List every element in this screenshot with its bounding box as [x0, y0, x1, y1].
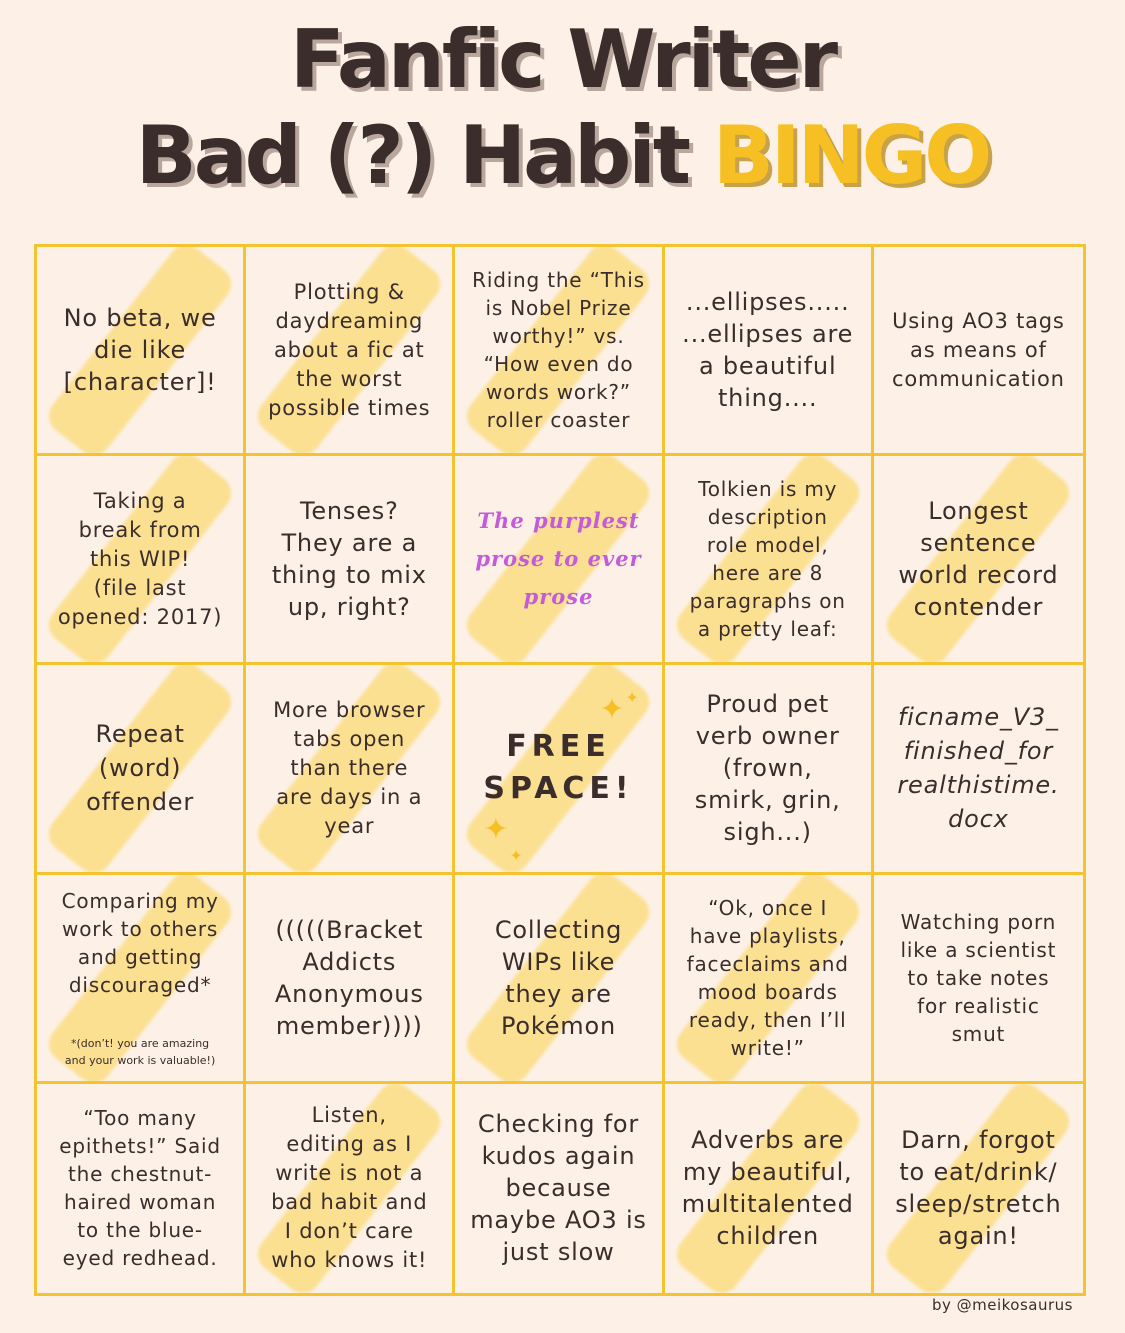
- title-line-2: [0, 108, 1125, 204]
- sparkle-icon: ✦: [625, 688, 639, 708]
- bingo-cell-text: Tenses? They are a thing to mix up, right?: [271, 497, 427, 622]
- title-bingo-word: BINGO: [712, 109, 990, 202]
- bingo-cell-text: Darn, forgot to eat/drink/ sleep/stretch again!: [895, 1126, 1062, 1251]
- bingo-cell[interactable]: [246, 1084, 455, 1293]
- bingo-cell-text: Adverbs are my beautiful, multitalented children: [681, 1126, 854, 1251]
- bingo-cell-text: (((((Bracket Addicts Anonymous member)))): [274, 915, 424, 1040]
- bingo-cell[interactable]: [665, 247, 874, 456]
- bingo-cell[interactable]: [874, 875, 1083, 1084]
- bingo-cell[interactable]: [37, 456, 246, 665]
- bingo-cell-text: Tolkien is my description role model, here are 8 paragraphs on a pretty leaf:: [689, 477, 846, 642]
- credit: by @meikosaurus: [931, 1296, 1073, 1314]
- bingo-cell-text: “Too many epithets!” Said the chestnut- haired woman to the blue- eyed redhead.: [59, 1106, 221, 1271]
- free-space-cell[interactable]: [455, 665, 664, 874]
- sparkle-icon: ✦: [509, 846, 523, 866]
- bingo-cell[interactable]: [874, 247, 1083, 456]
- bingo-cell-text: Plotting & daydreaming about a fic at the worst possible times: [268, 279, 431, 420]
- bingo-cell-text: Using AO3 tags as means of communication: [891, 308, 1065, 391]
- free-space-label: FREE SPACE!: [483, 729, 634, 807]
- bingo-cell[interactable]: [665, 665, 874, 874]
- bingo-cell[interactable]: [455, 1084, 664, 1293]
- bingo-cell[interactable]: [37, 247, 246, 456]
- bingo-cell[interactable]: [665, 875, 874, 1084]
- bingo-cell-text: Repeat (word) offender: [86, 720, 194, 817]
- sparkle-icon: ✦: [599, 692, 625, 728]
- bingo-cell[interactable]: [874, 456, 1083, 665]
- title-line-1: Fanfic Writer: [289, 13, 836, 106]
- bingo-cell-text: No beta, we die like [character]!: [63, 304, 217, 397]
- bingo-cell-text: Watching porn like a scientist to take notes for realistic smut: [900, 909, 1057, 1046]
- sparkle-icon: ✦: [483, 812, 509, 848]
- bingo-cell[interactable]: [246, 247, 455, 456]
- bingo-cell[interactable]: [246, 456, 455, 665]
- bingo-cell-text: Riding the “This is Nobel Prize worthy!” vs. “How even do words work?” roller coaster: [472, 268, 645, 433]
- bingo-cell-text: Collecting WIPs like they are Pokémon: [494, 915, 623, 1040]
- bingo-cell[interactable]: [455, 456, 664, 665]
- bingo-cell-text: The purplest prose to ever prose: [475, 508, 642, 610]
- bingo-cell-text: More browser tabs open than there are days in a year: [273, 697, 426, 838]
- bingo-cell[interactable]: [665, 456, 874, 665]
- bingo-cell[interactable]: [37, 875, 246, 1084]
- bingo-board: [34, 244, 1086, 1296]
- bingo-cell-text: Longest sentence world record contender: [898, 497, 1059, 622]
- bingo-cell-text: Listen, editing as I write is not a bad habit and I don’t care who knows it!: [271, 1103, 428, 1273]
- bingo-cell[interactable]: [37, 665, 246, 874]
- footnote: *(don’t! you are amazing and your work is valuable!): [64, 1036, 216, 1067]
- bingo-cell[interactable]: [665, 1084, 874, 1293]
- bingo-cell[interactable]: [37, 1084, 246, 1293]
- bingo-cell-text: ficname_V3_ finished_for realthistime. docx: [897, 703, 1060, 834]
- bingo-cell-text: Comparing my work to others and getting discouraged*: [61, 888, 219, 997]
- bingo-cell[interactable]: [874, 1084, 1083, 1293]
- bingo-cell-text: Taking a break from this WIP! (file last opened: 2017): [57, 488, 223, 629]
- bingo-cell-text: Checking for kudos again because maybe AO3 is just slow: [470, 1110, 647, 1267]
- bingo-cell[interactable]: [455, 875, 664, 1084]
- bingo-cell-text: “Ok, once I have playlists, faceclaims and mood boards ready, then I’ll write!”: [686, 895, 849, 1060]
- bingo-cell-text: ...ellipses..... ...ellipses are a beautiful thing....: [682, 288, 854, 413]
- bingo-cell[interactable]: [455, 247, 664, 456]
- bingo-cell[interactable]: [246, 875, 455, 1084]
- bingo-cell[interactable]: [874, 665, 1083, 874]
- title-line-2-prefix: Bad (?) Habit: [135, 109, 713, 202]
- bingo-cell[interactable]: [246, 665, 455, 874]
- bingo-cell-text: Proud pet verb owner (frown, smirk, grin, sigh...): [694, 690, 841, 847]
